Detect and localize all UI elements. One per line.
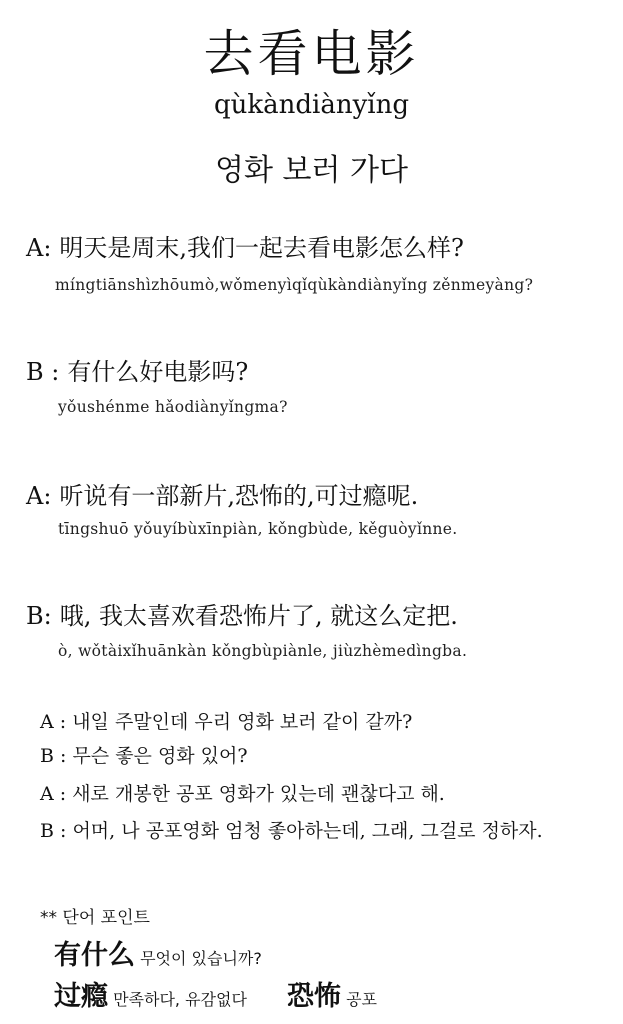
vocab-word: 有什么 [54, 940, 135, 971]
dialogue-line-4 [26, 596, 458, 631]
vocab-word: 过瘾 [54, 981, 108, 1012]
speaker-label: B: [26, 602, 52, 630]
speaker-label: A: [26, 482, 52, 510]
title-korean: 영화 보러 가다 [215, 153, 408, 188]
vocab-item-1 [54, 933, 262, 972]
translation-line-1: A : 내일 주말인데 우리 영화 보러 같이 갈까? [40, 711, 413, 733]
vocab-word: 恐怖 [287, 981, 341, 1012]
dialogue-line-3 [26, 476, 418, 511]
translation-line-4: B : 어머, 나 공포영화 엄청 좋아하는데, 그래, 그걸로 정하자. [40, 820, 543, 842]
dialogue-line-1 [26, 228, 464, 263]
translation-line-3: A : 새로 개봉한 공포 영화가 있는데 괜찮다고 해. [40, 783, 445, 805]
vocab-heading: ** 단어 포인트 [40, 908, 150, 928]
pinyin-line-4: ò, wǒtàixǐhuānkàn kǒngbùpiànle, jiùzhèmedìngba. [58, 642, 468, 660]
page-title: 去看电影 [203, 25, 420, 83]
vocab-meaning: 무엇이 있습니까? [140, 949, 262, 968]
speaker-label: A: [26, 234, 52, 262]
vocab-item-3 [287, 974, 377, 1013]
translation-line-2: B : 무슨 좋은 영화 있어? [40, 745, 248, 767]
chinese-sentence: 哦, 我太喜欢看恐怖片了, 就这么定把. [59, 602, 458, 630]
vocab-meaning: 공포 [346, 990, 378, 1009]
chinese-sentence: 听说有一部新片,恐怖的,可过瘾呢. [59, 482, 419, 510]
pinyin-line-1: míngtiānshìzhōumò,wǒmenyìqǐqùkàndiànyǐng zěnmeyàng? [55, 276, 534, 294]
chinese-sentence: 明天是周末,我们一起去看电影怎么样? [59, 234, 464, 262]
vocab-meaning: 만족하다, 유감없다 [113, 990, 247, 1009]
title-pinyin: qùkàndiànyǐng [214, 90, 409, 120]
pinyin-line-3: tīngshuō yǒuyíbùxīnpiàn, kǒngbùde, kěguòyǐnne. [58, 520, 458, 538]
speaker-label: B : [26, 358, 60, 386]
chinese-sentence: 有什么好电影吗? [67, 358, 249, 386]
dialogue-line-2 [26, 352, 248, 387]
vocab-item-2 [54, 974, 247, 1013]
pinyin-line-2: yǒushénme hǎodiànyǐngma? [58, 398, 288, 416]
